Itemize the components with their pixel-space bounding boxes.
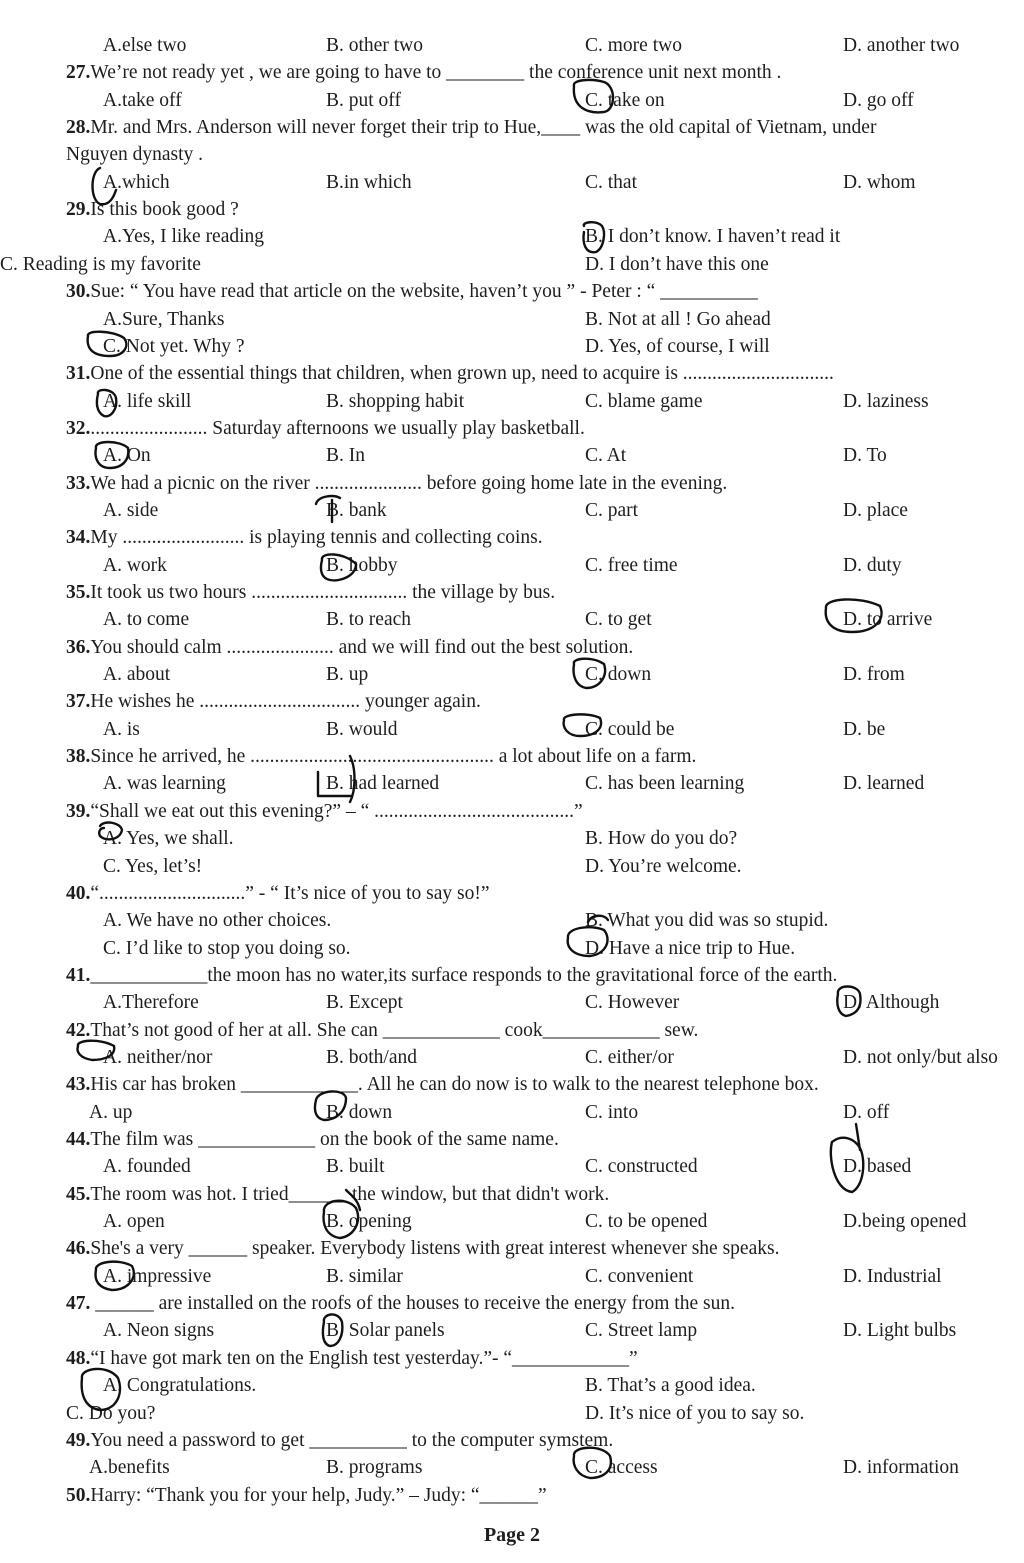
option-d: D. To xyxy=(843,445,887,467)
option-a: A. neither/nor xyxy=(103,1046,213,1068)
option-d: D. Although xyxy=(843,992,940,1014)
options-line xyxy=(0,388,1024,415)
option-a: C. Do you? xyxy=(66,1402,156,1424)
option-b: B. programs xyxy=(326,1457,423,1479)
option-a: A.Sure, Thanks xyxy=(103,308,225,330)
question-line xyxy=(0,579,1024,606)
options-line xyxy=(0,169,1024,196)
option-c: C. more two xyxy=(585,35,682,56)
option-a: A. founded xyxy=(103,1156,191,1178)
option-a: C. Not yet. Why ? xyxy=(103,335,245,357)
option-c: C. that xyxy=(585,171,637,193)
options-line xyxy=(0,661,1024,688)
option-c: C. However xyxy=(585,992,680,1014)
options-line xyxy=(0,989,1024,1016)
question-text: 28.Mr. and Mrs. Anderson will never forget their trip to Hue,____ was the old capital of Vietnam, under xyxy=(66,117,877,139)
option-c: C. blame game xyxy=(585,390,703,412)
question-number: 34. xyxy=(66,527,91,549)
question-line xyxy=(0,114,1024,141)
option-c: C. take on xyxy=(585,89,665,111)
option-a: A. Congratulations. xyxy=(103,1375,257,1397)
options-line xyxy=(0,552,1024,579)
option-c: C. has been learning xyxy=(585,773,745,795)
option-c: C. free time xyxy=(585,554,678,576)
question-text: 41.____________the moon has no water,its surface responds to the gravitational force of the earth. xyxy=(66,964,838,986)
option-a: A. Yes, we shall. xyxy=(103,828,234,850)
options-line xyxy=(0,87,1024,114)
option-a: A.else two xyxy=(103,35,187,56)
option-a: A. work xyxy=(103,554,167,576)
option-c: C. access xyxy=(585,1457,658,1479)
options-line xyxy=(0,251,1024,278)
question-text: 39.“Shall we eat out this evening?” – “ .........................................” xyxy=(66,800,583,822)
question-text: 40.“..............................” - “ It’s nice of you to say so!” xyxy=(66,882,490,904)
option-c: C. down xyxy=(585,664,652,686)
option-b: B. Except xyxy=(326,992,403,1014)
option-c: C. At xyxy=(585,445,627,467)
option-b: B. similar xyxy=(326,1265,403,1287)
question-line xyxy=(0,1290,1024,1317)
options-line xyxy=(0,223,1024,250)
option-a: A.Yes, I like reading xyxy=(103,226,265,248)
question-text: 42.That’s not good of her at all. She can ____________ cook____________ sew. xyxy=(66,1019,699,1041)
question-line xyxy=(0,1427,1024,1454)
option-d: D. information xyxy=(843,1457,959,1479)
option-b: B. up xyxy=(326,664,369,686)
question-number: 32. xyxy=(66,417,91,439)
option-d: D. based xyxy=(843,1156,912,1178)
option-a: A.take off xyxy=(103,89,182,111)
option-b: B. shopping habit xyxy=(326,390,465,412)
question-text: 37.He wishes he ................................. younger again. xyxy=(66,691,481,713)
question-line xyxy=(0,1345,1024,1372)
question-line xyxy=(0,962,1024,989)
question-line xyxy=(0,278,1024,305)
question-line xyxy=(0,360,1024,387)
question-line xyxy=(0,1017,1024,1044)
question-line xyxy=(0,524,1024,551)
option-b: B. both/and xyxy=(326,1046,417,1068)
option-c: B. That’s a good idea. xyxy=(585,1375,756,1397)
question-text: 50.Harry: “Thank you for your help, Judy.” – Judy: “______” xyxy=(66,1484,547,1506)
option-a: A. Neon signs xyxy=(103,1320,215,1342)
question-text: 48.“I have got mark ten on the English test yesterday.”- “____________” xyxy=(66,1347,638,1369)
question-line xyxy=(0,634,1024,661)
option-a: A.benefits xyxy=(89,1457,170,1479)
option-b: B. opening xyxy=(326,1211,412,1233)
question-text: 49.You need a password to get __________ to the computer symstem. xyxy=(66,1429,614,1451)
option-d: D. Light bulbs xyxy=(843,1320,957,1342)
question-line xyxy=(0,880,1024,907)
question-number: 42. xyxy=(66,1019,91,1041)
option-c: C. into xyxy=(585,1101,639,1123)
option-d: D. to arrive xyxy=(843,609,933,631)
option-d: D. be xyxy=(843,718,886,740)
option-d: D. whom xyxy=(843,171,916,193)
question-number: 37. xyxy=(66,691,91,713)
option-a: A. side xyxy=(103,499,159,521)
option-c: C. part xyxy=(585,499,639,521)
question-number: 27. xyxy=(66,62,91,84)
question-number: 48. xyxy=(66,1347,91,1369)
option-c: D. Have a nice trip to Hue. xyxy=(585,937,796,959)
option-d: D. I don’t have this one xyxy=(585,253,769,275)
options-line xyxy=(0,716,1024,743)
option-c: D. You’re welcome. xyxy=(585,855,742,877)
question-line xyxy=(0,1126,1024,1153)
question-number: 44. xyxy=(66,1129,91,1150)
options-line xyxy=(0,32,1024,59)
question-line xyxy=(0,59,1024,86)
option-c: D. It’s nice of you to say so. xyxy=(585,1402,805,1424)
options-line xyxy=(0,1400,1024,1427)
question-line xyxy=(0,415,1024,442)
option-a: A. up xyxy=(89,1101,133,1123)
options-line xyxy=(0,497,1024,524)
question-number: 50. xyxy=(66,1484,91,1506)
options-line xyxy=(0,306,1024,333)
option-d: D. from xyxy=(843,664,905,686)
question-number: 29. xyxy=(66,199,91,221)
option-a: A. to come xyxy=(103,609,190,631)
option-b: B. hobby xyxy=(326,554,398,576)
continuation-line xyxy=(0,141,1024,168)
question-number: 40. xyxy=(66,882,91,904)
question-text: 27.We’re not ready yet , we are going to have to ________ the conference unit next month . xyxy=(66,62,782,84)
question-number: 49. xyxy=(66,1429,91,1451)
question-line xyxy=(0,743,1024,770)
option-b: B. to reach xyxy=(326,609,412,631)
option-a: A. is xyxy=(103,718,140,740)
question-text: 34.My ......................... is playing tennis and collecting coins. xyxy=(66,527,543,549)
option-a: A. On xyxy=(103,445,151,467)
option-c: B. Not at all ! Go ahead xyxy=(585,308,771,330)
option-a: A.Therefore xyxy=(103,992,199,1014)
option-b: B.in which xyxy=(326,171,412,193)
option-a: A.which xyxy=(103,171,170,193)
options-line xyxy=(0,333,1024,360)
option-b: B. would xyxy=(326,718,398,740)
option-c: C. either/or xyxy=(585,1046,674,1068)
option-b: B. other two xyxy=(326,35,423,56)
option-a: A. was learning xyxy=(103,773,226,795)
question-text: 31.One of the essential things that children, when grown up, need to acquire is ............................... xyxy=(66,363,834,385)
options-line xyxy=(0,442,1024,469)
options-line xyxy=(0,1317,1024,1344)
question-number: 33. xyxy=(66,472,91,494)
option-b: B. Solar panels xyxy=(326,1320,445,1342)
option-b: B. In xyxy=(326,445,365,467)
question-line xyxy=(0,1482,1024,1509)
question-text: 47. ______ are installed on the roofs of the houses to receive the energy from the sun. xyxy=(66,1293,735,1315)
option-d: D. Industrial xyxy=(843,1265,942,1287)
option-d: D. laziness xyxy=(843,390,929,412)
options-line xyxy=(0,853,1024,880)
question-line xyxy=(0,1181,1024,1208)
option-d: D. learned xyxy=(843,773,925,795)
question-number: 28. xyxy=(66,117,91,139)
option-c: C. could be xyxy=(585,718,675,740)
option-c: C. Reading is my favorite xyxy=(0,253,201,275)
question-line xyxy=(0,798,1024,825)
question-number: 35. xyxy=(66,582,91,603)
option-a: C. Yes, let’s! xyxy=(103,855,203,877)
question-text: 46.She's a very ______ speaker. Everybody listens with great interest whenever she speaks. xyxy=(66,1238,780,1260)
options-line xyxy=(0,1153,1024,1180)
question-number: 36. xyxy=(66,636,91,658)
question-text: 43.His car has broken ____________. All he can do now is to walk to the nearest telephone box. xyxy=(66,1074,819,1096)
option-a: A. impressive xyxy=(103,1265,212,1287)
question-text: 30.Sue: “ You have read that article on the website, haven’t you ” - Peter : “ __________ xyxy=(66,281,758,303)
question-text: 33.We had a picnic on the river ...................... before going home late in the evening. xyxy=(66,472,728,494)
question-line xyxy=(0,1071,1024,1098)
options-line xyxy=(0,606,1024,633)
options-line xyxy=(0,1263,1024,1290)
page-footer: Page 2 xyxy=(483,1524,541,1546)
options-line xyxy=(0,1099,1024,1126)
question-line xyxy=(0,470,1024,497)
option-c: B. What you did was so stupid. xyxy=(585,910,829,932)
question-number: 43. xyxy=(66,1074,91,1096)
option-c: C. to be opened xyxy=(585,1211,708,1233)
option-c: C. to get xyxy=(585,609,652,631)
option-d: D. not only/but also xyxy=(843,1046,998,1068)
question-number: 39. xyxy=(66,800,91,822)
option-c: D. Yes, of course, I will xyxy=(585,335,770,357)
question-text: 32......................... Saturday afternoons we usually play basketball. xyxy=(66,417,585,439)
question-line xyxy=(0,1235,1024,1262)
question-text: 45.The room was hot. I tried______ the window, but that didn't work. xyxy=(66,1183,610,1205)
options-line xyxy=(0,1208,1024,1235)
question-number: 47. xyxy=(66,1293,91,1315)
option-c: B. How do you do? xyxy=(585,828,738,850)
options-line xyxy=(0,935,1024,962)
option-d: D. duty xyxy=(843,554,902,576)
option-c: C. convenient xyxy=(585,1265,694,1287)
question-number: 45. xyxy=(66,1183,91,1205)
question-text: 35.It took us two hours ................................ the village by bus. xyxy=(66,582,556,603)
option-a: A. life skill xyxy=(103,390,192,412)
question-number: 46. xyxy=(66,1238,91,1260)
options-line xyxy=(0,825,1024,852)
option-c: C. constructed xyxy=(585,1156,698,1178)
question-line xyxy=(0,196,1024,223)
option-c: B. I don’t know. I haven’t read it xyxy=(585,226,841,248)
options-line xyxy=(0,1454,1024,1481)
question-text: 29.Is this book good ? xyxy=(66,199,239,221)
question-text: 38.Since he arrived, he .................................................. a lot about life on a farm. xyxy=(66,746,697,768)
options-line xyxy=(0,907,1024,934)
question-number: 38. xyxy=(66,746,91,768)
option-b: B. down xyxy=(326,1101,393,1123)
option-b: B. put off xyxy=(326,89,401,111)
question-number: 41. xyxy=(66,964,91,986)
option-c: C. Street lamp xyxy=(585,1320,698,1342)
option-b: B. bank xyxy=(326,499,387,521)
option-d: D. another two xyxy=(843,35,960,56)
options-line xyxy=(0,770,1024,797)
option-a: A. about xyxy=(103,664,171,686)
options-line xyxy=(0,1044,1024,1071)
option-a: A. open xyxy=(103,1211,165,1233)
options-line xyxy=(0,1372,1024,1399)
option-d: D. go off xyxy=(843,89,914,111)
option-a: A. We have no other choices. xyxy=(103,910,332,932)
question-number: 31. xyxy=(66,363,91,385)
question-text: Nguyen dynasty . xyxy=(66,144,204,166)
option-a: C. I’d like to stop you doing so. xyxy=(103,937,351,959)
option-d: D.being opened xyxy=(843,1211,967,1233)
option-b: B. had learned xyxy=(326,773,440,795)
option-d: D. place xyxy=(843,499,908,521)
question-line xyxy=(0,688,1024,715)
question-text: 36.You should calm ...................... and we will find out the best solution. xyxy=(66,636,634,658)
question-number: 30. xyxy=(66,281,91,303)
option-b: B. built xyxy=(326,1156,385,1178)
question-text: 44.The film was ____________ on the book of the same name. xyxy=(66,1129,559,1150)
option-d: D. off xyxy=(843,1101,890,1123)
